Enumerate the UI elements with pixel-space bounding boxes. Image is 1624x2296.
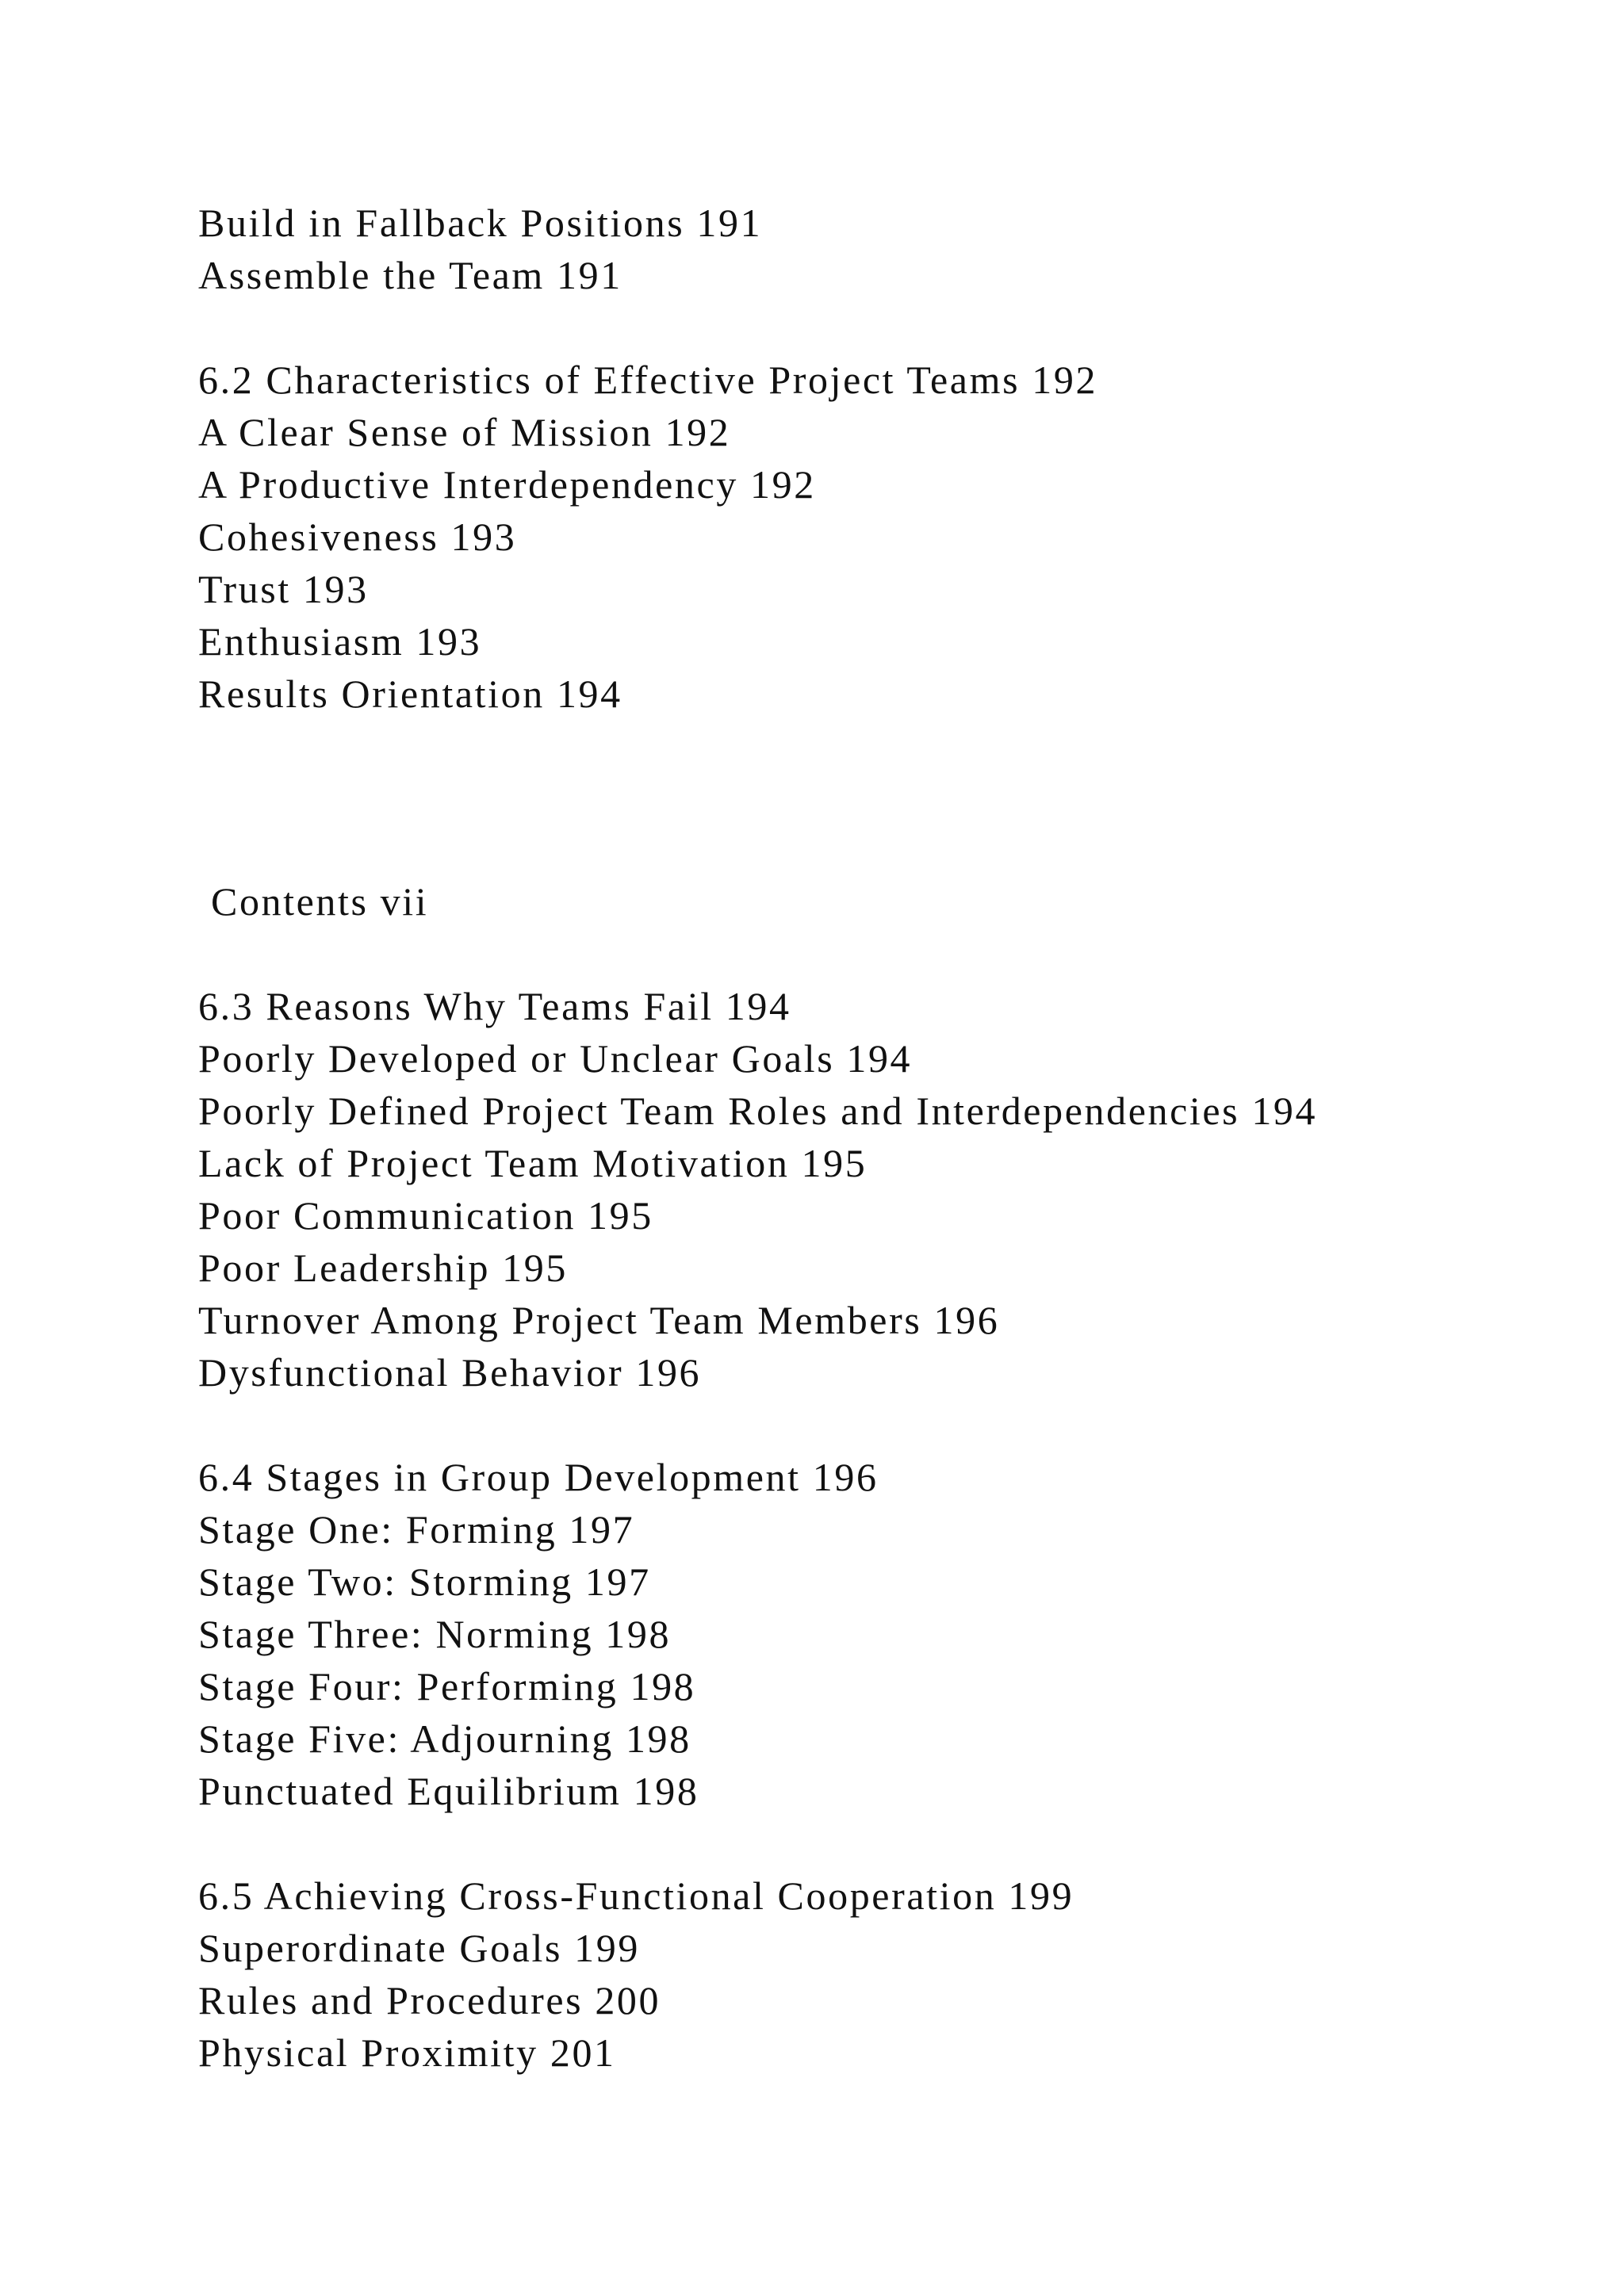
toc-entry-stage-two: Stage Two: Storming 197 (198, 1559, 651, 1604)
toc-entry-stage-three: Stage Three: Norming 198 (198, 1612, 672, 1656)
toc-entry-productive-interdependency: A Productive Interdependency 192 (198, 462, 816, 507)
toc-section-6-5: 6.5 Achieving Cross-Functional Cooperation 199 (198, 1873, 1074, 1918)
toc-entry-stage-four: Stage Four: Performing 198 (198, 1664, 696, 1709)
toc-entry-physical-proximity: Physical Proximity 201 (198, 2030, 616, 2075)
toc-entry-poor-communication: Poor Communication 195 (198, 1193, 653, 1238)
toc-entry-punctuated-equilibrium: Punctuated Equilibrium 198 (198, 1769, 699, 1813)
toc-section-6-3: 6.3 Reasons Why Teams Fail 194 (198, 984, 791, 1028)
toc-entry-results-orientation: Results Orientation 194 (198, 672, 622, 716)
toc-entry-unclear-goals: Poorly Developed or Unclear Goals 194 (198, 1036, 913, 1081)
toc-entry-stage-one: Stage One: Forming 197 (198, 1507, 635, 1552)
toc-entry-superordinate-goals: Superordinate Goals 199 (198, 1926, 640, 1970)
toc-entry-cohesiveness: Cohesiveness 193 (198, 515, 517, 559)
page-header-contents: Contents vii (211, 879, 429, 924)
toc-entry-clear-sense-of-mission: A Clear Sense of Mission 192 (198, 410, 731, 454)
toc-section-6-4: 6.4 Stages in Group Development 196 (198, 1455, 879, 1499)
toc-entry-poorly-defined-roles: Poorly Defined Project Team Roles and Interdependencies 194 (198, 1089, 1318, 1133)
toc-entry-trust: Trust 193 (198, 567, 369, 611)
toc-entry-poor-leadership: Poor Leadership 195 (198, 1246, 568, 1290)
toc-entry-build-in-fallback-positions: Build in Fallback Positions 191 (198, 201, 763, 245)
toc-entry-enthusiasm: Enthusiasm 193 (198, 619, 482, 664)
toc-entry-stage-five: Stage Five: Adjourning 198 (198, 1716, 691, 1761)
toc-entry-assemble-the-team: Assemble the Team 191 (198, 253, 622, 297)
toc-section-6-2: 6.2 Characteristics of Effective Project Teams 192 (198, 358, 1098, 402)
toc-entry-dysfunctional-behavior: Dysfunctional Behavior 196 (198, 1350, 702, 1395)
toc-entry-turnover: Turnover Among Project Team Members 196 (198, 1298, 1000, 1342)
toc-entry-lack-of-motivation: Lack of Project Team Motivation 195 (198, 1141, 868, 1185)
toc-entry-rules-and-procedures: Rules and Procedures 200 (198, 1978, 661, 2022)
